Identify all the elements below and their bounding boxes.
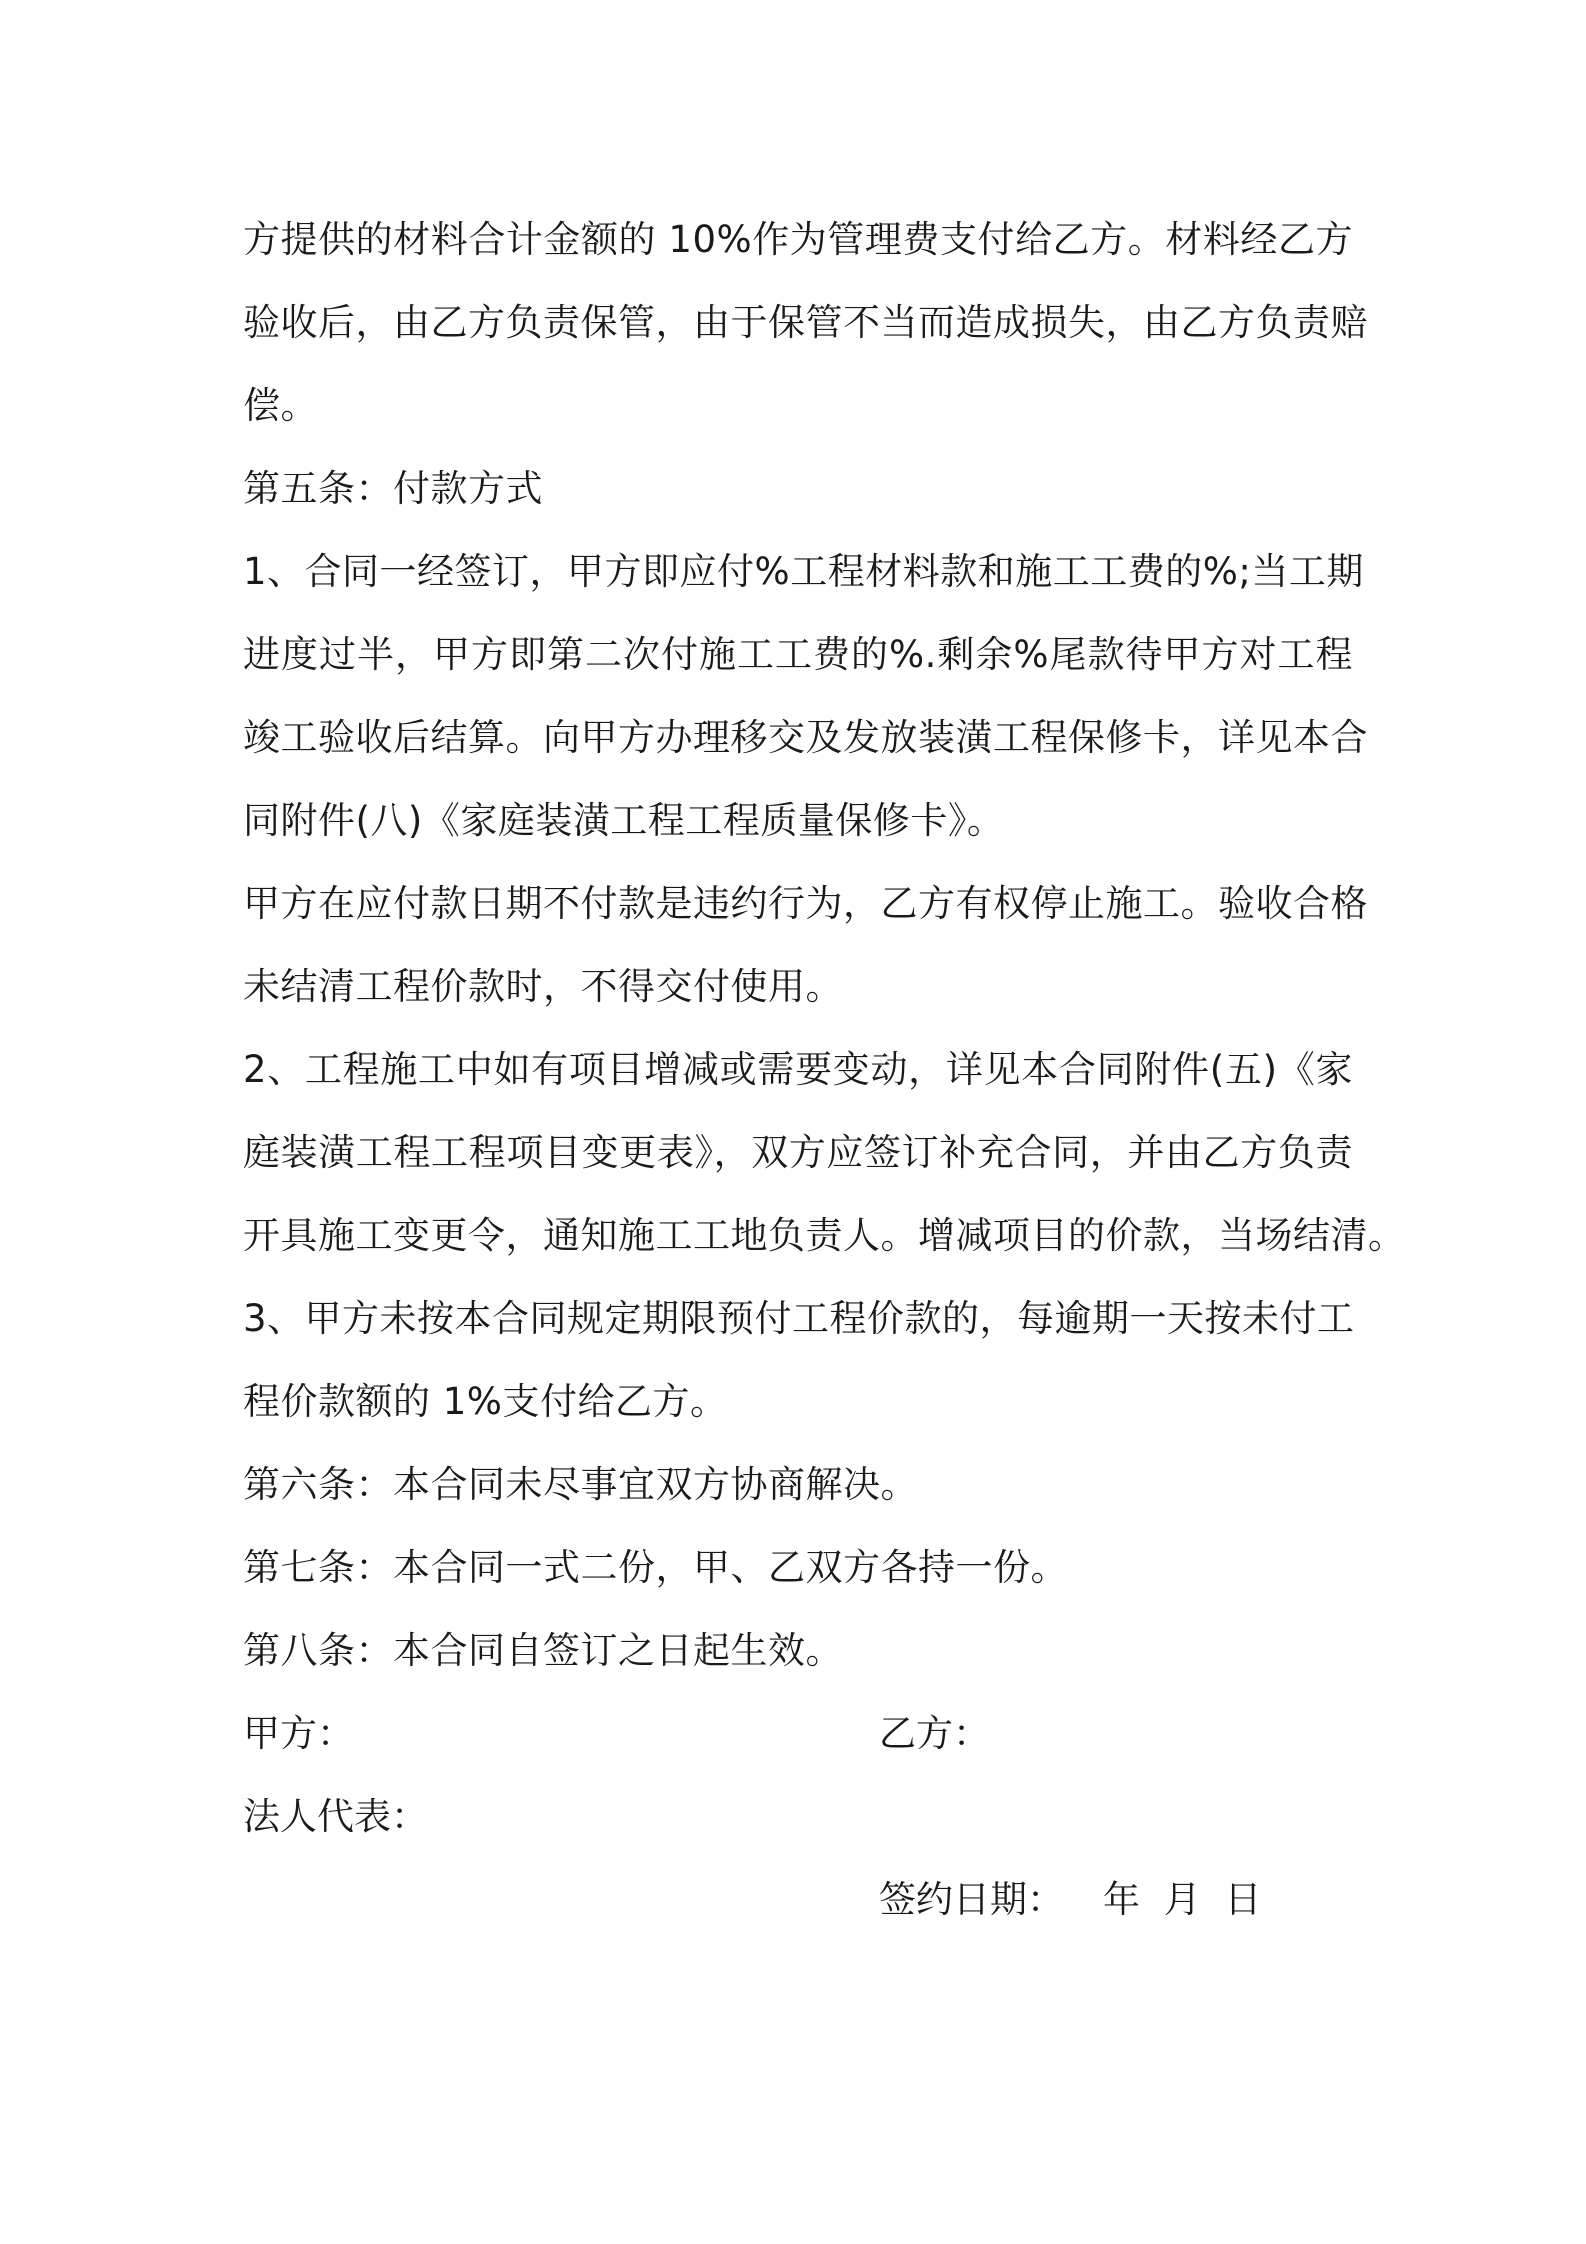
- text-line: 开具施工变更令，通知施工工地负责人。增减项目的价款，当场结清。: [243, 1214, 1406, 1257]
- legal-rep-label: 法人代表：: [243, 1795, 428, 1838]
- signing-date-value: 年 月 日: [1103, 1878, 1262, 1921]
- party-b-label: 乙方：: [879, 1712, 990, 1755]
- article-eight: 第八条：本合同自签订之日起生效。: [243, 1629, 843, 1672]
- article-six: 第六条：本合同未尽事宜双方协商解决。: [243, 1463, 918, 1506]
- party-a-label: 甲方：: [243, 1712, 354, 1755]
- article-heading: 第五条：付款方式: [243, 467, 543, 510]
- signature-parties-row: [243, 1692, 1353, 1775]
- contract-body: [243, 198, 1406, 1941]
- text-line: 偿。: [243, 384, 318, 427]
- signing-date-row: [243, 1858, 1353, 1941]
- legal-rep-row: [243, 1775, 1353, 1858]
- text-line: 甲方在应付款日期不付款是违约行为，乙方有权停止施工。验收合格: [243, 882, 1368, 925]
- signing-date-label: 签约日期：: [879, 1878, 1064, 1921]
- article-seven: 第七条：本合同一式二份，甲、乙双方各持一份。: [243, 1546, 1068, 1589]
- text-line: 方提供的材料合计金额的 10%作为管理费支付给乙方。材料经乙方: [243, 218, 1353, 261]
- text-line: 未结清工程价款时，不得交付使用。: [243, 965, 843, 1008]
- text-line: 同附件(八)《家庭装潢工程工程质量保修卡》。: [243, 799, 1005, 842]
- text-line: 庭装潢工程工程项目变更表》，双方应签订补充合同，并由乙方负责: [243, 1131, 1353, 1174]
- text-line: 3、甲方未按本合同规定期限预付工程价款的，每逾期一天按未付工: [243, 1297, 1355, 1340]
- text-line: 进度过半，甲方即第二次付施工工费的%.剩余%尾款待甲方对工程: [243, 633, 1353, 676]
- text-line: 1、合同一经签订，甲方即应付%工程材料款和施工工费的%;当工期: [243, 550, 1364, 593]
- text-line: 验收后，由乙方负责保管，由于保管不当而造成损失，由乙方负责赔: [243, 301, 1368, 344]
- text-line: 竣工验收后结算。向甲方办理移交及发放装潢工程保修卡，详见本合: [243, 716, 1368, 759]
- text-line: 2、工程施工中如有项目增减或需要变动，详见本合同附件(五)《家: [243, 1048, 1353, 1091]
- text-line: 程价款额的 1%支付给乙方。: [243, 1380, 728, 1423]
